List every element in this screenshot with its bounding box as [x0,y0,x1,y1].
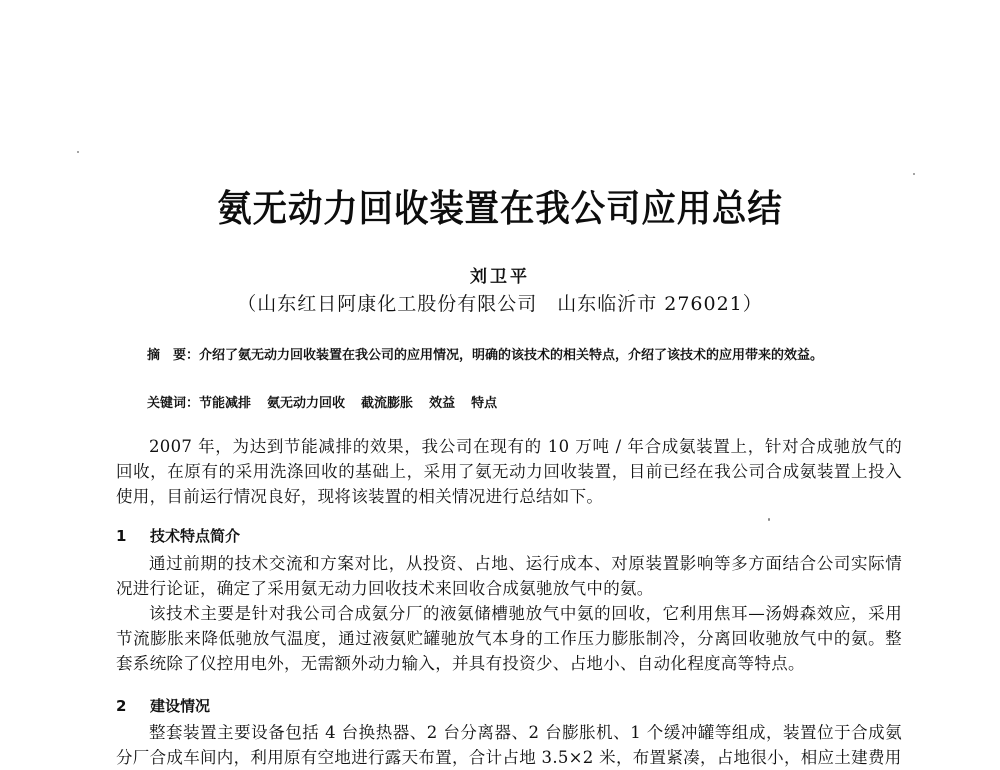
section-heading [116,695,210,716]
section-title: 技术特点简介 [150,527,241,545]
keywords [147,392,887,416]
body-paragraph: 该技术主要是针对我公司合成氨分厂的液氨储槽驰放气中氨的回收，它利用焦耳—汤姆森效应，采用节流膨胀来降低驰放气温度，通过液氨贮罐驰放气本身的工作压力膨胀制冷，分离回收驰放气中的氨。整套系统除了仪控用电外，无需额外动力输入，并具有投资少、占地小、自动化程度高等特点。 [116,604,902,673]
body-paragraph: 整套装置主要设备包括 4 台换热器、2 台分离器、2 台膨胀机、1 个缓冲罐等组成，装置位于合成氨分厂合成车间内，利用原有空地进行露天布置，合计占地 3.5×2 米，布置紧凑，占地很小，相应土建费用 [116,723,902,767]
keyword: 效益 [429,396,456,411]
scan-speck [768,518,770,521]
paper-title: 氨无动力回收装置在我公司应用总结 [217,187,783,230]
section-number: 2 [116,697,127,715]
author-affiliation: （山东红日阿康化工股份有限公司 山东临沂市 276021） [237,293,763,315]
section-body [116,720,902,770]
author-name: 刘卫平 [470,267,530,287]
abstract-label: 摘 要： [147,348,200,363]
section-title: 建设情况 [150,697,211,715]
section-number: 1 [116,527,127,545]
keyword: 特点 [471,396,498,411]
keyword: 截流膨胀 [361,396,414,411]
keywords-label: 关键词： [147,396,200,411]
keyword: 氨无动力回收 [267,396,346,411]
intro-paragraph: 2007 年，为达到节能减排的效果，我公司在现有的 10 万吨 / 年合成氨装置上，针对合成驰放气的回收，在原有的采用洗涤回收的基础上，采用了氨无动力回收装置，目前已经在我公司合成氨装置上投入使用，目前运行情况良好，现将该装置的相关情况进行总结如下。 [116,437,902,506]
section-body [116,551,902,676]
body-paragraph: 通过前期的技术交流和方案对比，从投资、占地、运行成本、对原装置影响等多方面结合公司实际情况进行论证，确定了采用氨无动力回收技术来回收合成氨驰放气中的氨。 [116,554,902,598]
intro-section [116,434,902,509]
section-heading [116,525,240,546]
keyword: 节能减排 [199,396,252,411]
abstract-text: 介绍了氨无动力回收装置在我公司的应用情况，明确的该技术的相关特点，介绍了该技术的应用带来的效益。 [199,348,824,363]
abstract [147,344,887,368]
scan-speck [77,151,79,153]
scan-speck [913,173,915,175]
